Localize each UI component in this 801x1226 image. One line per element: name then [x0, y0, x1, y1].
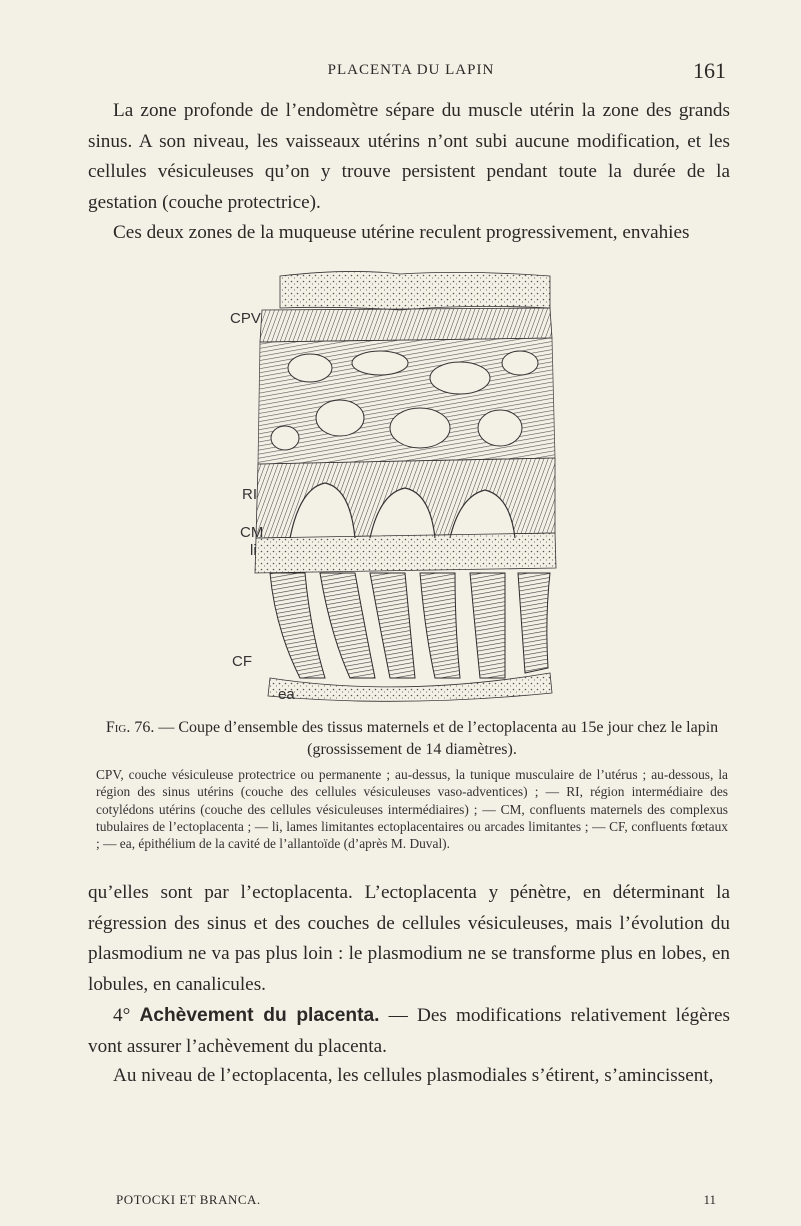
page-number: 161 — [693, 58, 726, 83]
paragraph-2: Ces deux zones de la muqueuse utérine reculent progressivement, envahies — [113, 222, 690, 243]
label-cpv: CPV — [230, 310, 261, 327]
page-footer — [116, 1192, 716, 1212]
label-ri: RI — [242, 486, 257, 503]
section-text: — Des modifications relativement légères vont assurer l’achèvement du placenta. — [88, 1005, 731, 1057]
histology-section-drawing — [230, 268, 570, 708]
paragraph-1: La zone profonde de l’endomètre sépare du muscle utérin la zone des grands sinus. A son niveau, les vaisseaux utérins n’ont subi aucune modification, et les cellules vésiculeuses qu’on y trouve persistent pendant toute la durée de la gestation (couche protectrice). — [88, 100, 730, 213]
paragraph-3: qu’elles sont par l’ectoplacenta. L’ectoplacenta y pénètre, en déterminant la régression des sinus et des couches de cellules vésiculeuses, mais l’évolution du plasmodium ne va pas plus loin : le plasmodium ne se transforme plus en lobes, en lobules, en canalicules. — [88, 882, 730, 995]
figure-number: Fig. 76. — [105, 719, 155, 736]
figure-caption-text: — Coupe d’ensemble des tissus maternels et de l’ectoplacenta au 15e jour chez le lapin (grossissement de 14 diamètres). — [154, 719, 719, 758]
label-li: li — [250, 542, 257, 559]
footer-signature: 11 — [703, 1192, 716, 1207]
label-cf: CF — [232, 653, 252, 670]
figure-caption-title — [96, 717, 728, 761]
label-cm: CM — [240, 524, 264, 541]
section-number: 4° — [113, 1005, 131, 1026]
running-title: PLACENTA DU LAPIN — [327, 62, 495, 78]
paragraph-4 — [88, 1001, 730, 1062]
section-heading: Achèvement du placenta. — [139, 1005, 380, 1026]
figure-legend: CPV, couche vésiculeuse protectrice ou permanente ; au-dessus, la tunique musculaire de l’utérus ; au-dessous, la région des sinus utérins (couche des cellules vésiculeuses vaso-adventices) ; — RI, région intermédiaire des cotylédons utérins (couche des cellules vésiculeuses intermédiaires) ; — CM, confluents maternels des complexus tubulaires de l’ectoplacenta ; — li, lames limitantes ectoplacentaires ou arcades limitantes ; — CF, confluents fœtaux ; — ea, épithélium de la cavité de l’allantoïde (d’après M. Duval). — [96, 767, 728, 852]
figure-illustration — [230, 268, 570, 708]
page-header — [96, 58, 726, 88]
footer-authors: POTOCKI ET BRANCA. — [116, 1192, 261, 1207]
paragraph-5: Au niveau de l’ectoplacenta, les cellules plasmodiales s’étirent, s’amincissent, — [113, 1065, 714, 1086]
label-ea: ea — [278, 686, 295, 703]
